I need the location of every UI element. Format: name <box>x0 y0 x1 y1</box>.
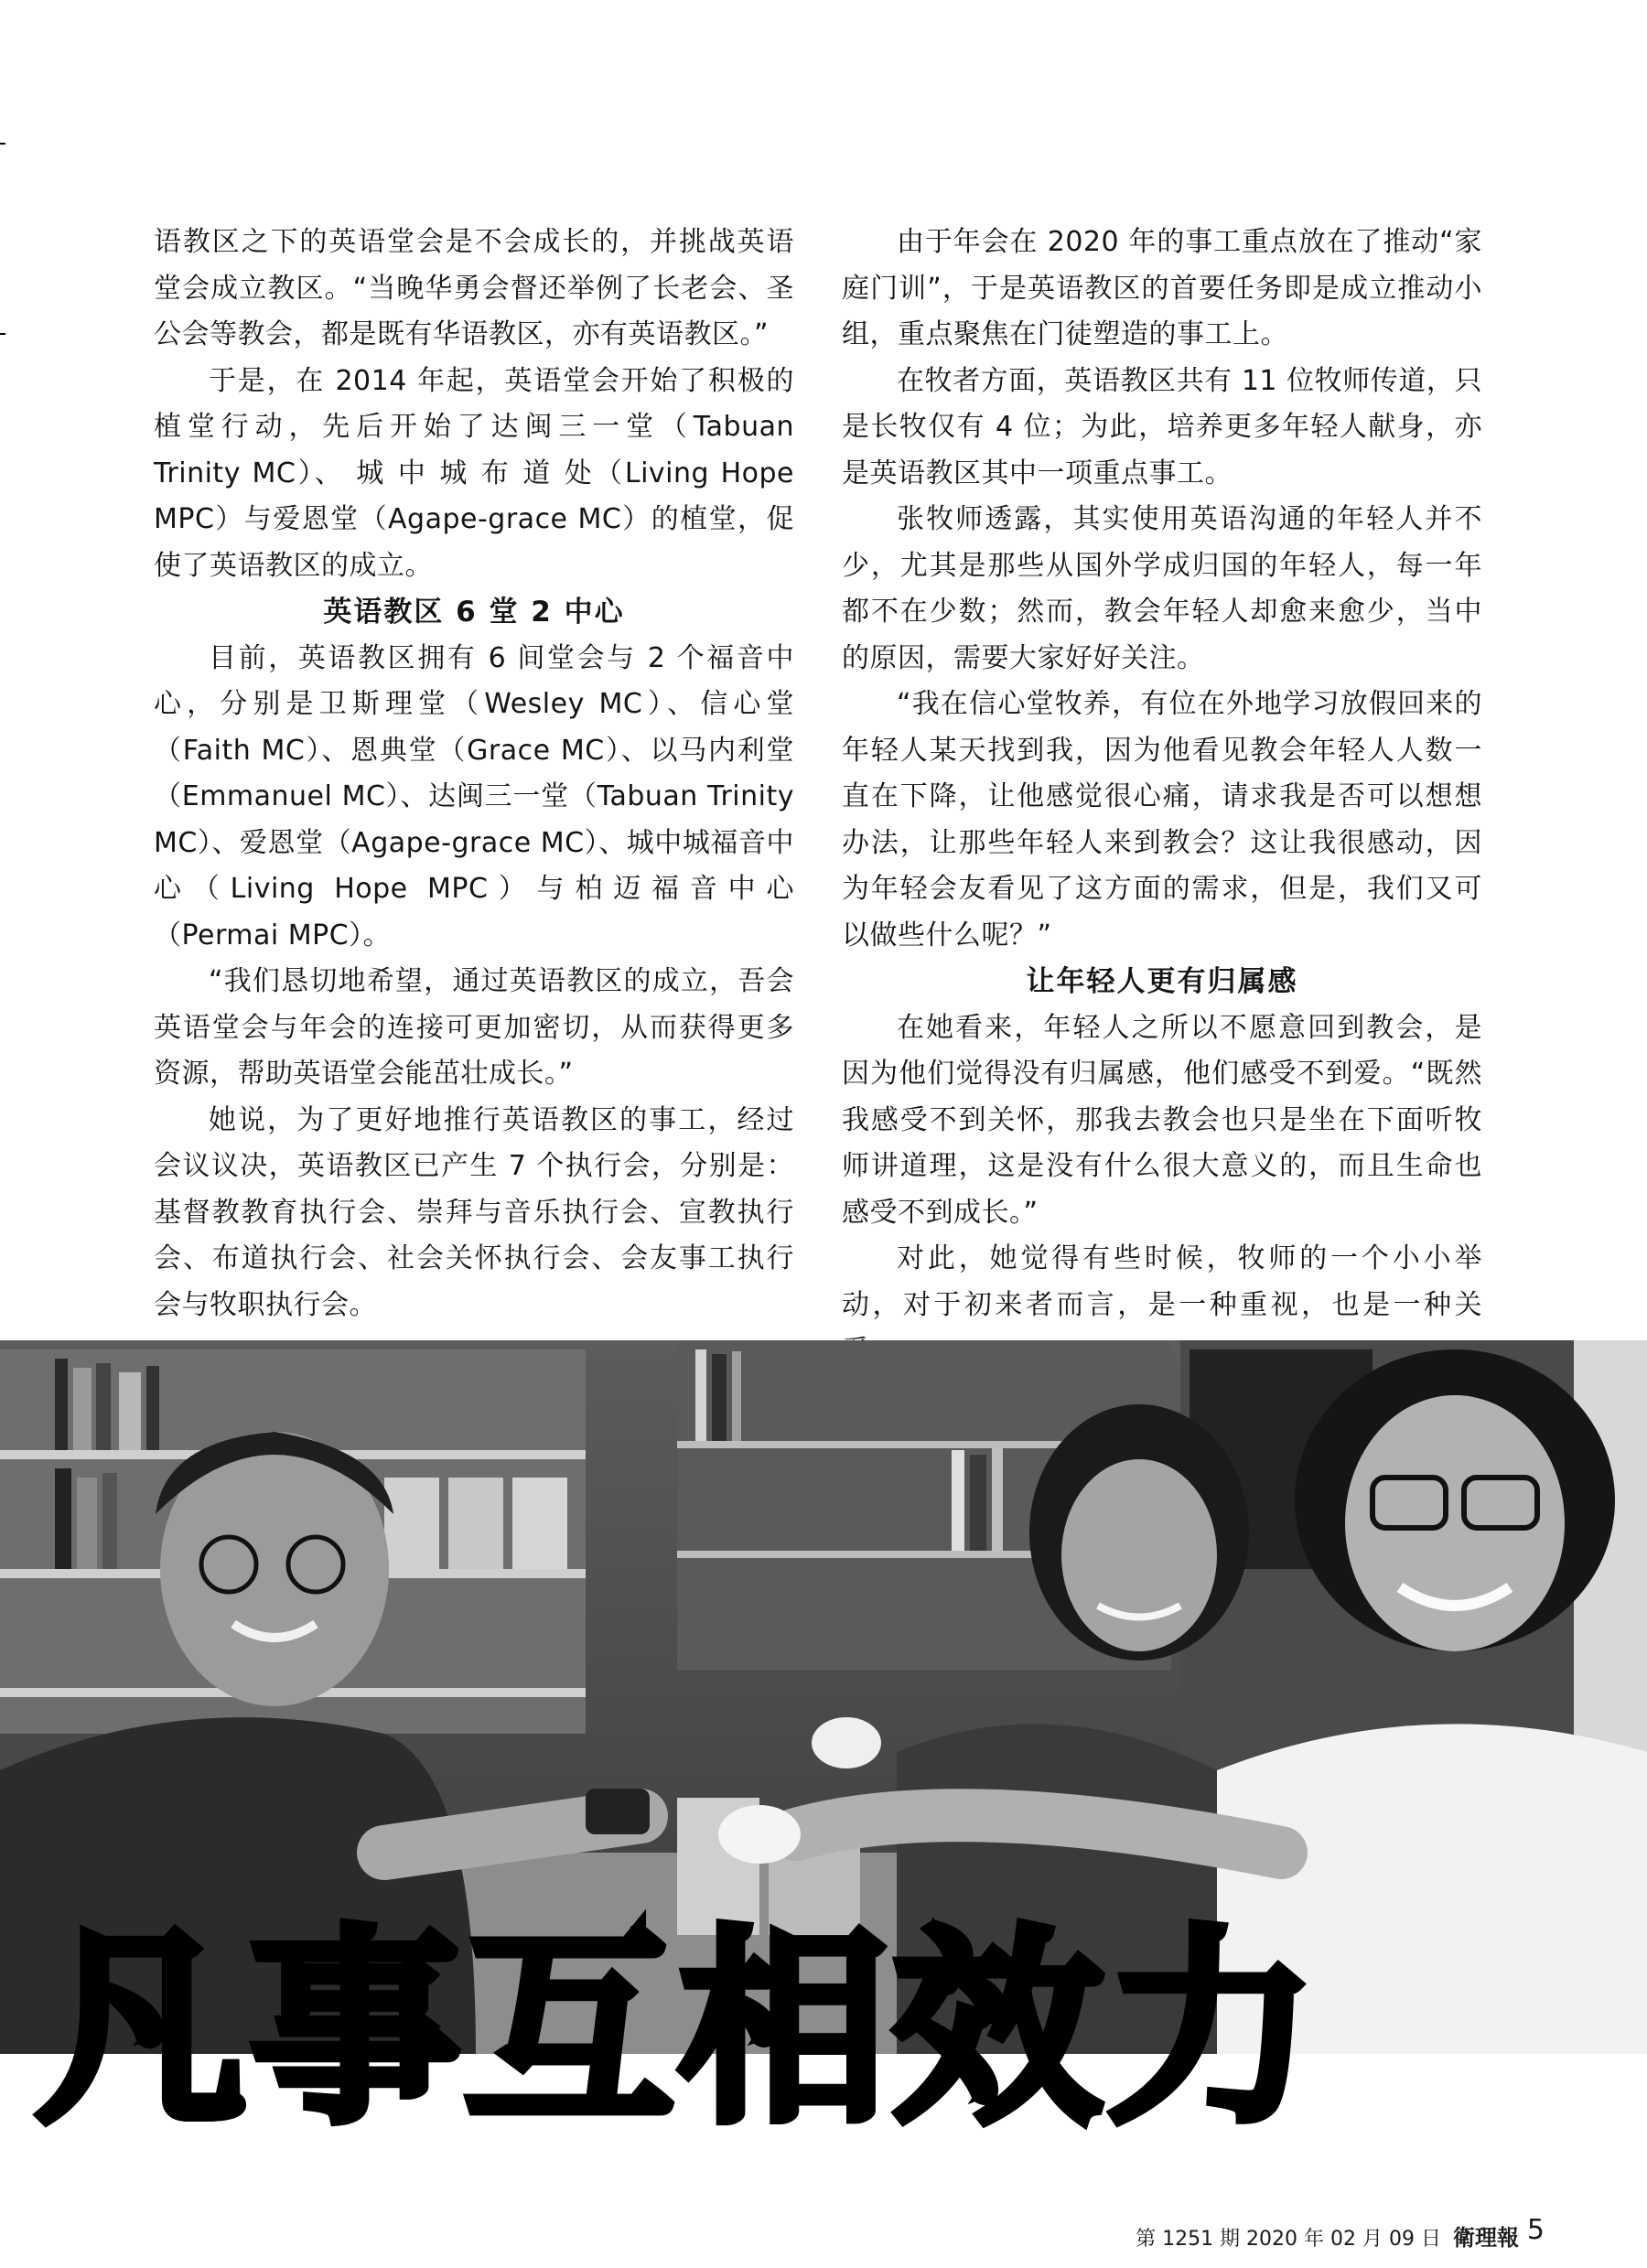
article-paragraph: 她说，为了更好地推行英语教区的事工，经过会议议决，英语教区已产生 7 个执行会，分别是：基督教教育执行会、崇拜与音乐执行会、宣教执行会、布道执行会、社会关怀执行会、会友事工执行会与牧职执行会。 <box>154 1103 794 1321</box>
article-paragraph: 对此，她觉得有些时候，牧师的一个小小举动，对于初来者而言，是一种重视，也是一种关 <box>842 1242 1482 1321</box>
section-heading: 让年轻人更有归属感 <box>1026 965 1298 998</box>
article-paragraph: 目前，英语教区拥有 6 间堂会与 2 个福音中心，分别是卫斯理堂（Wesley MC）、信心堂（Faith MC）、恩典堂（Grace MC）、以马内利堂（Emmanuel MC）、达闽三一堂（Tabuan Trinity MC）、爱恩堂（Agape-grace MC）、城中城福音中心（Living Hope MPC）与柏迈福音中心（Permai MPC）。 <box>154 641 794 951</box>
article-paragraph: 由于年会在 2020 年的事工重点放在了推动“家庭门训”，于是英语教区的首要任务即是成立推动小组，重点聚焦在门徒塑造的事工上。 <box>842 226 1482 350</box>
page-footer <box>1136 2220 1519 2252</box>
headline: 凡事互相效力 <box>37 1908 1321 2151</box>
section-heading: 英语教区 6 堂 2 中心 <box>323 596 625 629</box>
article-column-left <box>154 220 794 1328</box>
article-paragraph: “我们恳切地希望，通过英语教区的成立，吾会英语堂会与年会的连接可更加密切，从而获得更多资源，帮助英语堂会能茁壮成长。” <box>154 965 794 1090</box>
article-paragraph: “我在信心堂牧养，有位在外地学习放假回来的年轻人某天找到我，因为他看见教会年轻人人数一直在下降，让他感觉很心痛，请求我是否可以想想办法，让那些年轻人来到教会？这让我很感动，因为年轻会友看见了这方面的需求，但是，我们又可以做些什么呢？” <box>842 688 1482 951</box>
crop-mark <box>0 333 5 335</box>
page-number: 5 <box>1526 2214 1545 2246</box>
publication-name: 衛理報 <box>1453 2224 1519 2251</box>
article-paragraph: 在她看来，年轻人之所以不愿意回到教会，是因为他们觉得没有归属感，他们感受不到爱。“既然我感受不到关怀，那我去教会也只是坐在下面听牧师讲道理，这是没有什么很大意义的，而且生命也感受不到成长。” <box>842 1011 1482 1229</box>
crop-mark <box>0 143 5 145</box>
article-paragraph: 张牧师透露，其实使用英语沟通的年轻人并不少，尤其是那些从国外学成归国的年轻人，每一年都不在少数；然而，教会年轻人却愈来愈少，当中的原因，需要大家好好关注。 <box>842 503 1482 674</box>
article-paragraph: 在牧者方面，英语教区共有 11 位牧师传道，只是长牧仅有 4 位；为此，培养更多年轻人献身，亦是英语教区其中一项重点事工。 <box>842 364 1482 489</box>
article-paragraph: 语教区之下的英语堂会是不会成长的，并挑战英语堂会成立教区。“当晚华勇会督还举例了长老会、圣公会等教会，都是既有华语教区，亦有英语教区。” <box>154 226 794 350</box>
issue-date: 第 1251 期 2020 年 02 月 09 日 <box>1136 2228 1441 2251</box>
article-paragraph: 于是，在 2014 年起，英语堂会开始了积极的植堂行动，先后开始了达闽三一堂（Tabuan Trinity MC）、 城 中 城 布 道 处（Living Hope MPC）与爱恩堂（Agape-grace MC）的植堂，促使了英语教区的成立。 <box>154 364 794 582</box>
article-column-right <box>842 220 1482 1375</box>
